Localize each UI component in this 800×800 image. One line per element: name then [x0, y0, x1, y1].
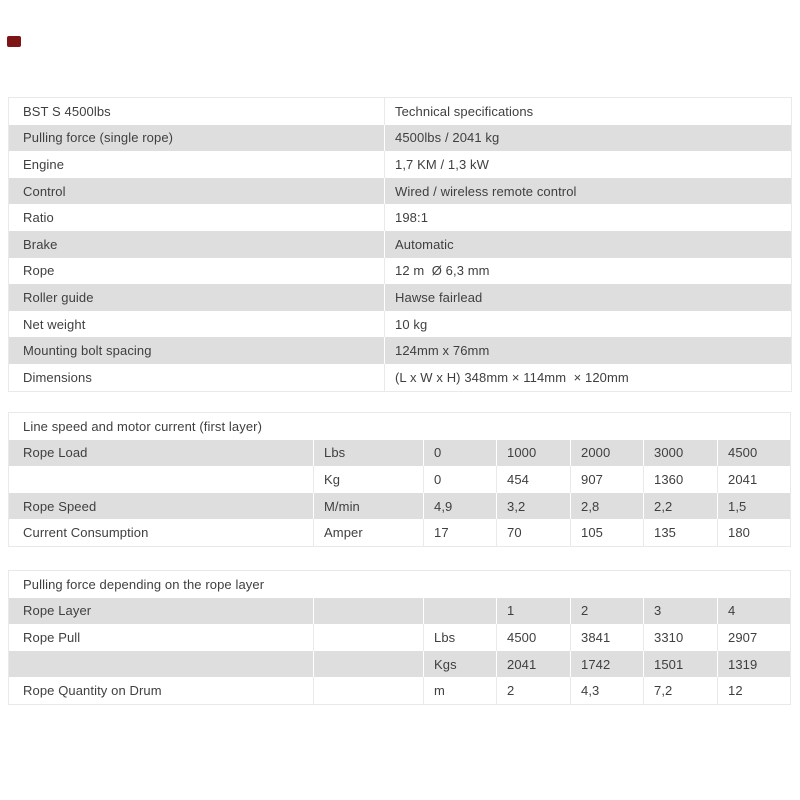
- cell-value: 2,8: [571, 493, 644, 520]
- spec-value: 12 m Ø 6,3 mm: [395, 263, 490, 279]
- row-unit: [424, 598, 497, 625]
- rope-layer-table: [8, 570, 791, 705]
- table-title: Pulling force depending on the rope layer: [9, 571, 791, 598]
- cell-value: 70: [497, 519, 571, 546]
- spec-value: Automatic: [385, 231, 792, 258]
- row-unit: Kg: [314, 466, 424, 493]
- spec-label: Mounting bolt spacing: [9, 337, 385, 364]
- spec-row: [9, 311, 792, 338]
- row-unit: Lbs: [314, 440, 424, 467]
- cell-value: 4500: [718, 440, 791, 467]
- technical-specifications-table: [8, 97, 792, 392]
- row-unit: M/min: [314, 493, 424, 520]
- cell-value: 0: [424, 440, 497, 467]
- row-unit: Amper: [314, 519, 424, 546]
- row-unit: Kgs: [424, 651, 497, 678]
- cell-value: 907: [571, 466, 644, 493]
- cell-value: 1742: [571, 651, 644, 678]
- row-label: Rope Pull: [9, 624, 314, 651]
- spec-label: Rope: [9, 258, 385, 285]
- cell-value: 12: [728, 683, 743, 699]
- spec-label: Dimensions: [9, 364, 385, 391]
- spec-row: [9, 151, 792, 178]
- spec-label: Pulling force (single rope): [9, 125, 385, 152]
- row-unit: Lbs: [424, 624, 497, 651]
- spec-row: [9, 178, 792, 205]
- cell-value: 2000: [571, 440, 644, 467]
- cell-value: 0: [424, 466, 497, 493]
- spec-value: 1,7 KM / 1,3 kW: [395, 156, 489, 172]
- row-label: Rope Layer: [9, 598, 314, 625]
- line-speed-table: [8, 412, 791, 547]
- cell-value: 2041: [728, 471, 758, 487]
- row-label: [9, 466, 314, 493]
- cell-value: 1: [497, 598, 571, 625]
- spec-label: Engine: [9, 151, 385, 178]
- cell-value: 3,2: [497, 493, 571, 520]
- cell-value: 2,2: [644, 493, 718, 520]
- cell-value: 4: [718, 598, 791, 625]
- cell-value: 3: [644, 598, 718, 625]
- cell-value: 135: [644, 519, 718, 546]
- spacer-cell: [314, 651, 424, 678]
- spacer-cell: [314, 598, 424, 625]
- spec-header-label: Technical specifications: [395, 103, 534, 119]
- product-name: BST S 4500lbs: [9, 98, 385, 125]
- row-label: Current Consumption: [9, 519, 314, 546]
- cell-value: 4,9: [424, 493, 497, 520]
- cell-value: 1319: [718, 651, 791, 678]
- spec-value: Hawse fairlead: [385, 284, 792, 311]
- table-row: [9, 493, 791, 520]
- table-row: [9, 677, 791, 704]
- row-label: [9, 651, 314, 678]
- spec-row: [9, 364, 792, 391]
- spec-row: [9, 337, 792, 364]
- cell-value: 2: [497, 677, 571, 704]
- spec-value: 124mm x 76mm: [385, 337, 792, 364]
- table-row: [9, 440, 791, 467]
- spec-row: [9, 258, 792, 285]
- cell-value: 2907: [728, 629, 758, 645]
- spec-row: [9, 284, 792, 311]
- row-label: Rope Speed: [9, 493, 314, 520]
- spec-header-row: [9, 98, 792, 125]
- cell-value: 17: [424, 519, 497, 546]
- cell-value: 180: [728, 525, 750, 541]
- spec-label: Roller guide: [9, 284, 385, 311]
- table-title-row: [9, 413, 791, 440]
- cell-value: 1501: [644, 651, 718, 678]
- cell-value: 3841: [571, 624, 644, 651]
- spec-row: [9, 204, 792, 231]
- cell-value: 2: [571, 598, 644, 625]
- row-label: Rope Load: [9, 440, 314, 467]
- brand-logo-mark: [7, 36, 21, 47]
- cell-value: 454: [497, 466, 571, 493]
- table-row: [9, 598, 791, 625]
- spec-row: [9, 231, 792, 258]
- table-title-row: [9, 571, 791, 598]
- cell-value: 1000: [497, 440, 571, 467]
- spec-value: 4500lbs / 2041 kg: [385, 125, 792, 152]
- spec-label: Brake: [9, 231, 385, 258]
- spacer-cell: [314, 677, 424, 704]
- spec-label: Control: [9, 178, 385, 205]
- cell-value: 1,5: [718, 493, 791, 520]
- spec-label: Net weight: [9, 311, 385, 338]
- cell-value: 4500: [497, 624, 571, 651]
- spacer-cell: [314, 624, 424, 651]
- table-title: Line speed and motor current (first layer): [9, 413, 791, 440]
- row-label: Rope Quantity on Drum: [9, 677, 314, 704]
- spec-row: [9, 125, 792, 152]
- spec-value: 198:1: [395, 210, 429, 226]
- cell-value: 1360: [644, 466, 718, 493]
- spec-value: (L x W x H) 348mm × 114mm × 120mm: [395, 369, 629, 385]
- spec-value: 10 kg: [395, 316, 428, 332]
- table-row: [9, 519, 791, 546]
- spec-label: Ratio: [9, 204, 385, 231]
- table-row: [9, 624, 791, 651]
- cell-value: 105: [571, 519, 644, 546]
- table-row: [9, 466, 791, 493]
- spec-value: Wired / wireless remote control: [385, 178, 792, 205]
- row-unit: m: [424, 677, 497, 704]
- cell-value: 4,3: [571, 677, 644, 704]
- cell-value: 7,2: [644, 677, 718, 704]
- table-row: [9, 651, 791, 678]
- cell-value: 3000: [644, 440, 718, 467]
- cell-value: 2041: [497, 651, 571, 678]
- cell-value: 3310: [644, 624, 718, 651]
